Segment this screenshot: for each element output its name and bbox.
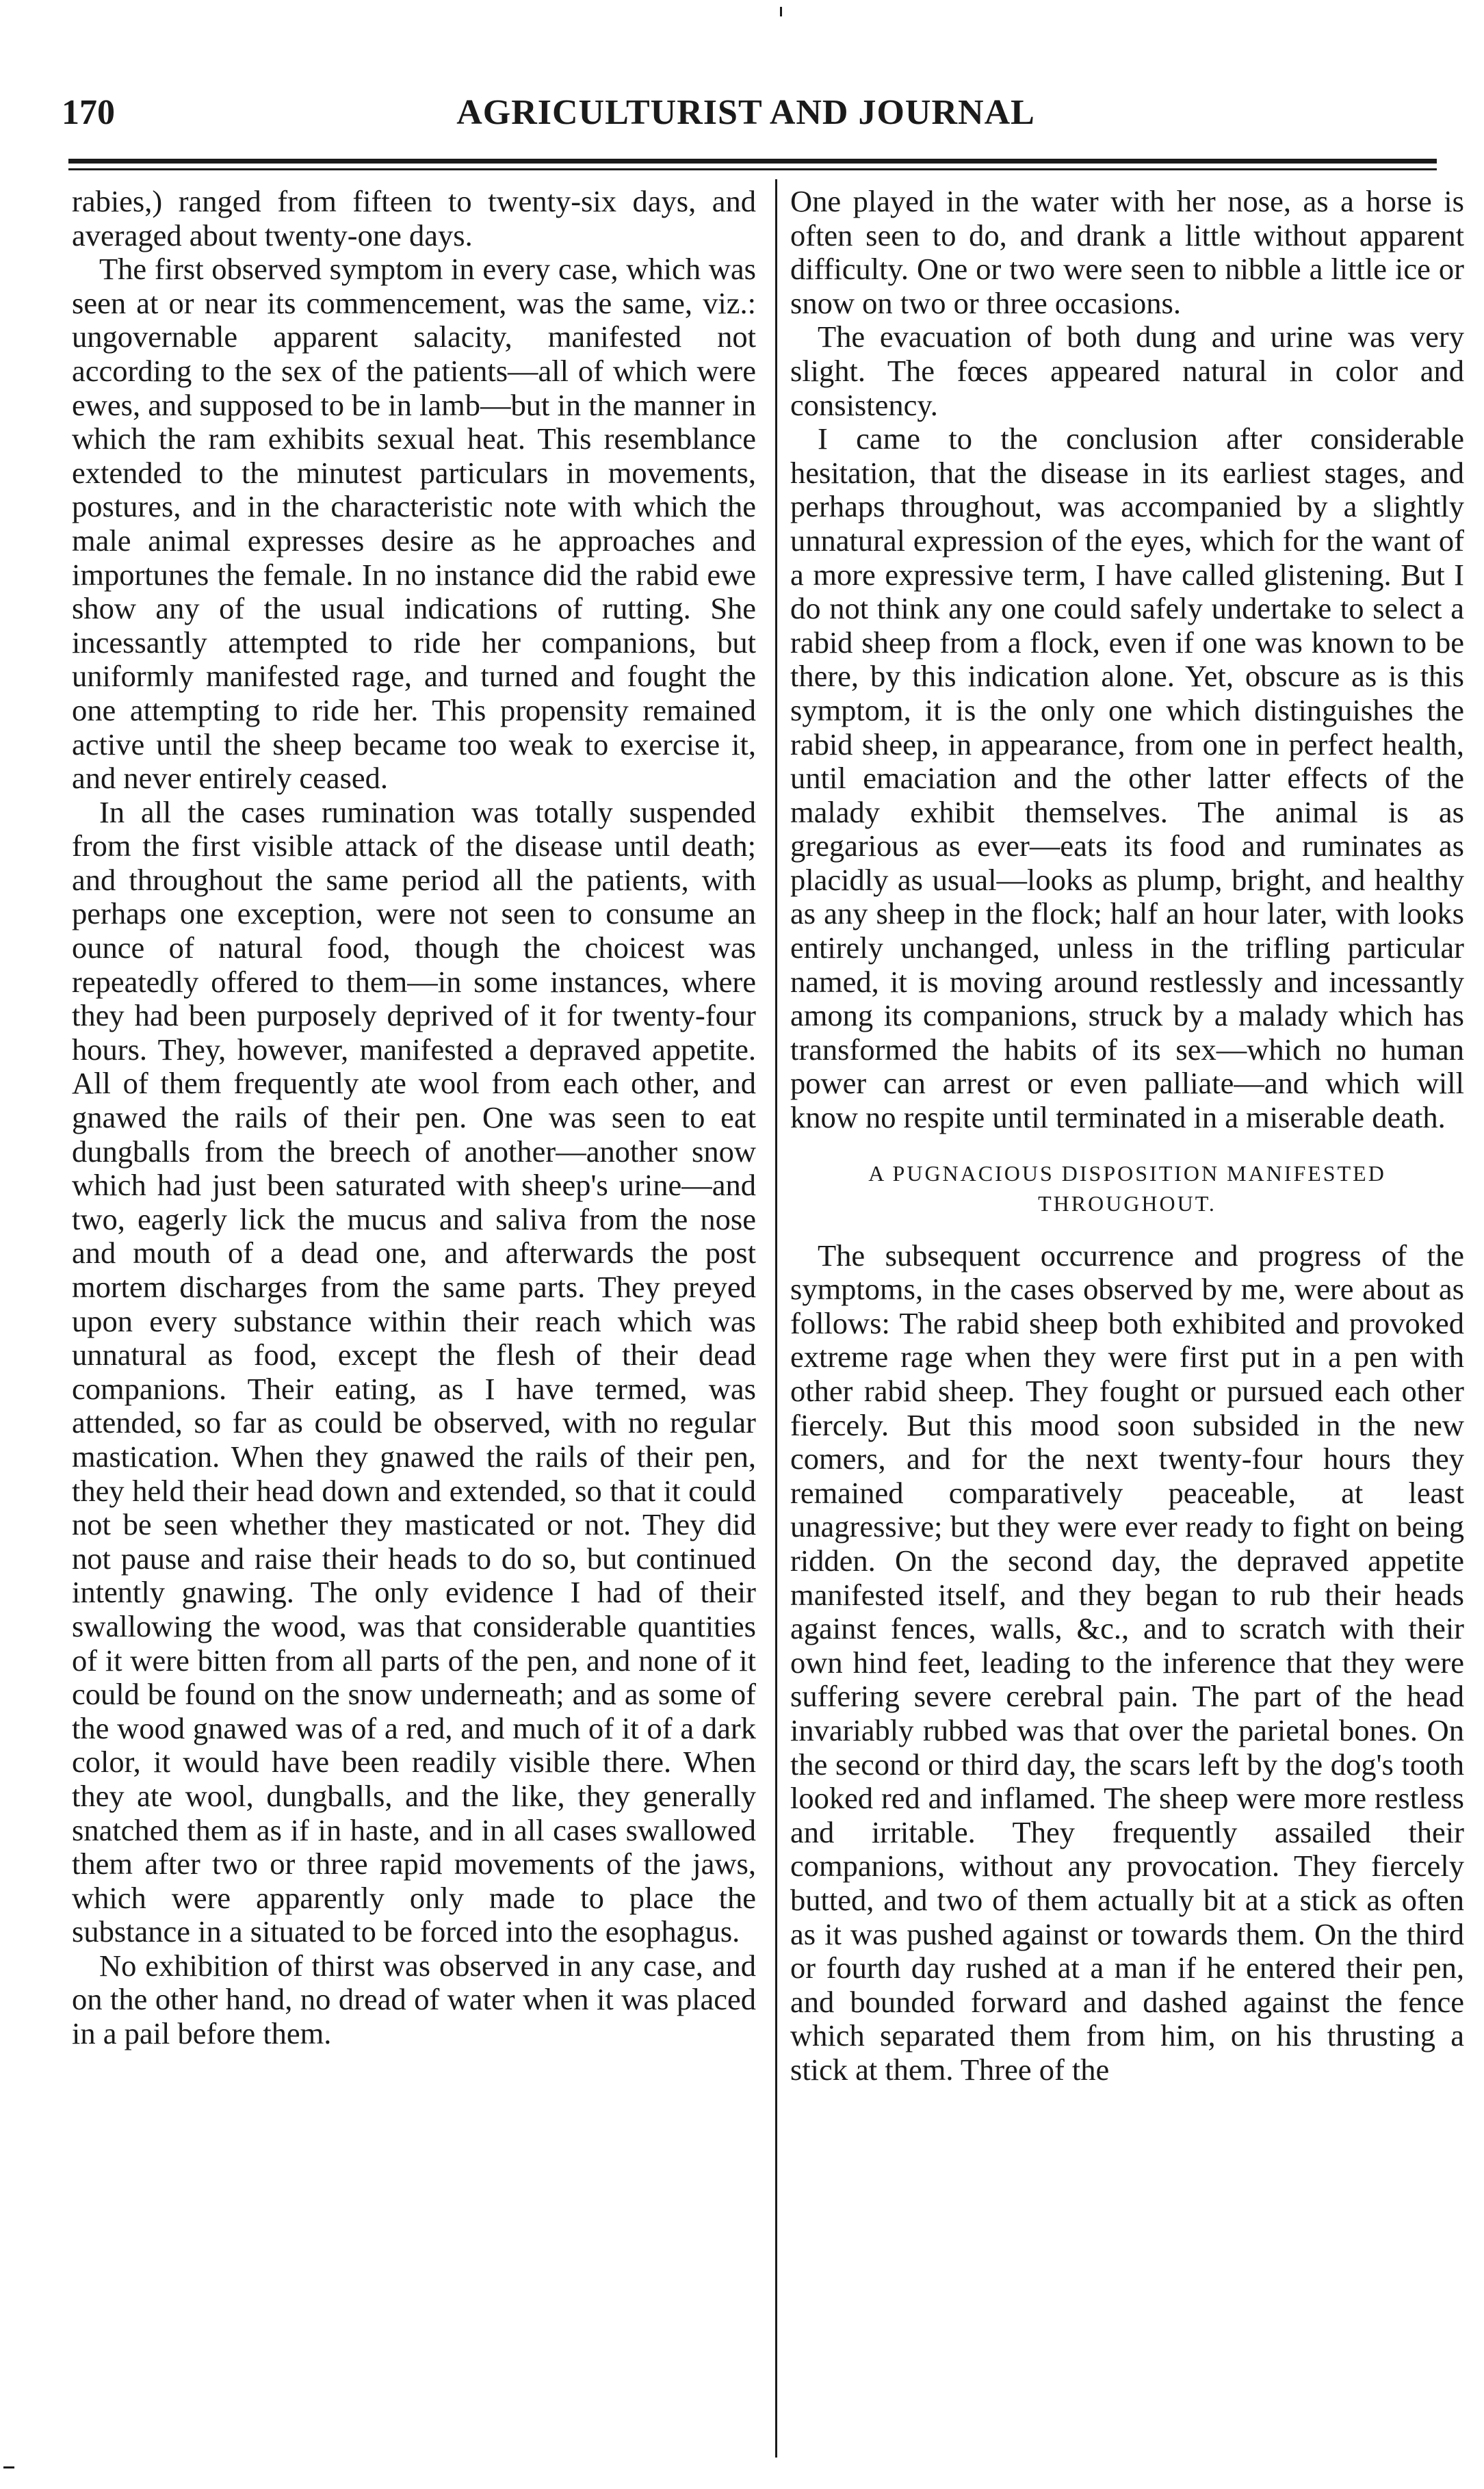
section-heading-line: THROUGHOUT. (1038, 1190, 1216, 1216)
paragraph: The subsequent occurrence and progress of the symptoms, in the cases observed by me, were about as follows: The rabid sheep both exhibited and provoked extreme rage when they were first put in a pen with other rabid sheep. They fought or pursued each other fiercely. But this mood soon subsided in the new comers, and for the next twenty-four hours they remained comparatively peaceable, at least unagressive; but they were ever ready to fight on being ridden. On the second day, the depraved appetite manifested itself, and they began to rub their heads against fences, walls, &c., and to scratch with their own hind feet, leading to the inference that they were suffering severe cerebral pain. The part of the head invariably rubbed was that over the parietal bones. On the second or third day, the scars left by the dog's tooth looked red and inflamed. The sheep were more restless and irritable. They frequently assailed their companions, without any provocation. They fiercely butted, and two of them actually bit at a stick as often as it was pushed against or towards them. On the third or fourth day rushed at a man if he entered their pen, and bounded forward and dashed against the fence which separated them from him, on his thrusting a stick at them. Three of the (790, 1238, 1464, 2087)
running-title: AGRICULTURIST AND JOURNAL (456, 93, 1035, 132)
paragraph: No exhibition of thirst was observed in any case, and on the other hand, no dread of water when it was placed in a pail before them. (72, 1948, 756, 2051)
page-header (62, 92, 1430, 154)
section-heading-line: A PUGNACIOUS DISPOSITION MANIFESTED (868, 1160, 1386, 1186)
printing-mark (3, 2466, 14, 2468)
paragraph: rabies,) ranged from fifteen to twenty-six days, and averaged about twenty-one days. (72, 185, 756, 252)
paragraph: The evacuation of both dung and urine was very slight. The fœces appeared natural in color and consistency. (790, 320, 1464, 422)
paragraph: The first observed symptom in every case, which was seen at or near its commencement, was the same, viz.: ungovernable apparent salacity, manifested not according to the sex of the patients—all of which were ewes, and supposed to be in lamb—but in the manner in which the ram exhibits sexual heat. This resemblance extended to the minutest particulars in movements, postures, and in the characteristic note with which the male animal expresses desire as he approaches and importunes the female. In no instance did the rabid ewe show any of the usual indications of rutting. She incessantly attempted to ride her companions, but uniformly manifested rage, and turned and fought the one attempting to ride her. This propensity remained active until the sheep became too weak to exercise it, and never entirely ceased. (72, 252, 756, 796)
header-rule-thin (68, 168, 1437, 170)
printing-mark (780, 7, 782, 16)
header-rule-thick (68, 159, 1437, 164)
column-divider (775, 179, 777, 2458)
paragraph: One played in the water with her nose, as a horse is often seen to do, and drank a little without apparent difficulty. One or two were seen to nibble a little ice or snow on two or three occasions. (790, 185, 1464, 320)
left-column (72, 185, 756, 2470)
right-column (790, 185, 1464, 2470)
paragraph: In all the cases rumination was totally suspended from the first visible attack of the disease until death; and throughout the same period all the patients, with perhaps one exception, were not seen to consume an ounce of natural food, though the choicest was repeatedly offered to them—in some instances, where they had been purposely deprived of it for twenty-four hours. They, however, manifested a depraved appetite. All of them frequently ate wool from each other, and gnawed the rails of their pen. One was seen to eat dungballs from the breech of another—another snow which had just been saturated with sheep's urine—and two, eagerly lick the mucus and saliva from the nose and mouth of a dead one, and afterwards the post mortem discharges from the same parts. They preyed upon every substance within their reach which was unnatural as food, except the flesh of their dead companions. Their eating, as I have termed, was attended, so far as could be observed, with no regular mastication. When they gnawed the rails of their pen, they held their head down and extended, so that it could not be seen whether they masticated or not. They did not pause and raise their heads to do so, but continued intently gnawing. The only evidence I had of their swallowing the wood, was that considerable quantities of it were bitten from all parts of the pen, and none of it could be found on the snow underneath; and as some of the wood gnawed was of a red, and much of it of a dark color, it would have been readily visible there. When they ate wool, dungballs, and the like, they generally snatched them as if in haste, and in all cases swallowed them after two or three rapid movements of the jaws, which were apparently only made to place the substance in a situated to be forced into the esophagus. (72, 794, 756, 1949)
section-heading (790, 1158, 1464, 1219)
page-number: 170 (62, 93, 115, 132)
paragraph: I came to the conclusion after considerable hesitation, that the disease in its earliest stages, and perhaps throughout, was accompanied by a slightly unnatural expression of the eyes, which for the want of a more expressive term, I have called glistening. But I do not think any one could safely undertake to select a rabid sheep from a flock, even if one was known to be there, by this indication alone. Yet, obscure as is this symptom, it is the only one which distinguishes the rabid sheep, in appearance, from one in perfect health, until emaciation and the other latter effects of the malady exhibit themselves. The animal is as gregarious as ever—eats its food and ruminates as placidly as usual—looks as plump, bright, and healthy as any sheep in the flock; half an hour later, with looks entirely unchanged, unless in the trifling particular named, it is moving around restlessly and incessantly among its companions, struck by a malady which has transformed the habits of its sex—which no human power can arrest or even palliate—and which will know no respite until terminated in a miserable death. (790, 421, 1464, 1135)
